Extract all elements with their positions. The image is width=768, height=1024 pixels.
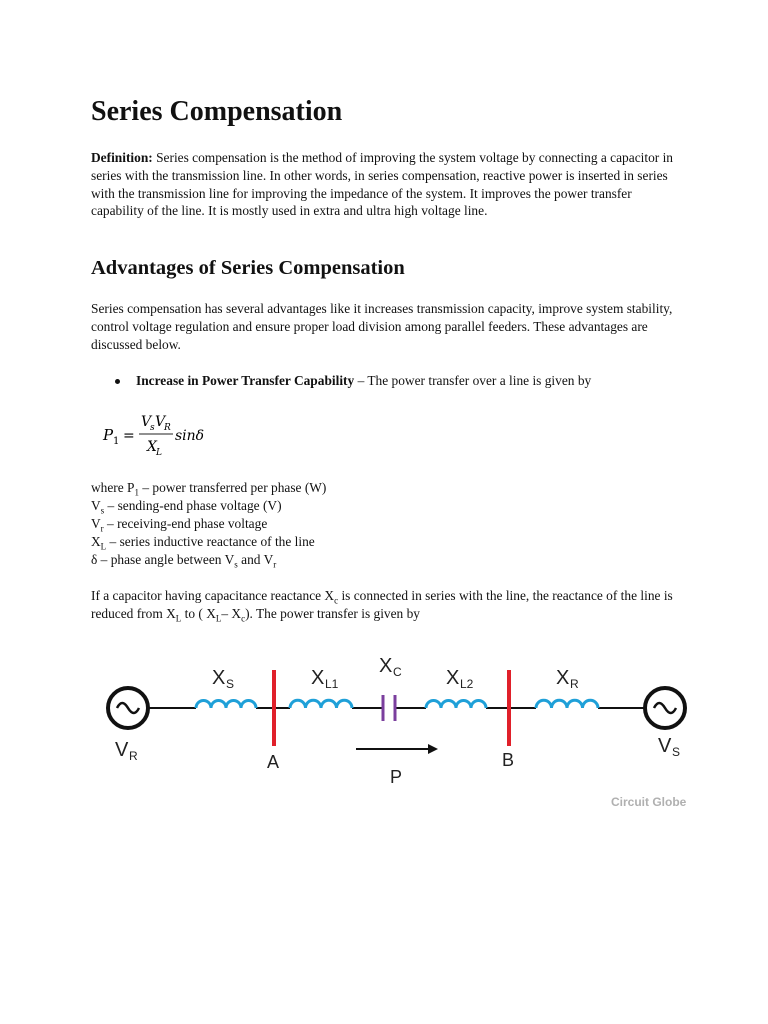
eq-num-b-sub: R <box>164 423 171 433</box>
label-vr: V <box>115 739 129 761</box>
label-xl2-sub: L2 <box>460 677 474 691</box>
label-xs-sub: S <box>226 677 235 691</box>
label-xc-sub: C <box>393 665 402 679</box>
where-line-p1: where $P_1$ – power transferred per phase (W) <box>91 480 327 498</box>
label-bus-a: A <box>267 752 280 772</box>
label-xl1-sub: L1 <box>325 677 339 691</box>
watermark-text: Circuit Globe <box>611 795 687 809</box>
where-line-delta: δ – phase angle between $V_s$ and $V_r$ <box>91 552 277 570</box>
power-equation <box>101 410 241 460</box>
label-vs-sub: S <box>672 745 681 759</box>
label-xs: X <box>212 667 226 689</box>
eq-equals: = <box>123 428 135 444</box>
where-line-vr: $V_r$ – receiving-end phase voltage <box>91 516 268 534</box>
label-bus-b: B <box>502 750 515 770</box>
page-title: Series Compensation <box>91 96 343 127</box>
variable-definitions <box>91 479 326 569</box>
power-flow-arrow-icon <box>356 744 438 754</box>
label-vr-sub: R <box>129 749 138 763</box>
advantages-heading: Advantages of Series Compensation <box>91 257 405 279</box>
label-xr-sub: R <box>570 677 579 691</box>
eq-num-a: V <box>141 414 152 430</box>
where-line-xl: $X_L$ – series inductive reactance of the line <box>91 534 315 552</box>
where-line-vs: $V_s$ – sending-end phase voltage (V) <box>91 498 282 516</box>
eq-sin: sinδ <box>175 428 205 444</box>
eq-den-sub: L <box>156 448 162 458</box>
eq-den: X <box>147 439 157 455</box>
inductor-xs-icon <box>196 701 256 709</box>
bullet-item <box>136 372 696 390</box>
label-xl2: X <box>446 667 460 689</box>
capacitor-xc-icon <box>383 695 395 721</box>
bullet-text: – The power transfer over a line is given by <box>354 373 592 388</box>
label-xl1: X <box>311 667 325 689</box>
inductor-xl1-icon <box>290 700 352 708</box>
series-compensation-diagram <box>90 640 700 820</box>
eq-num-a-sub: s <box>150 423 155 433</box>
source-vr-icon <box>108 688 148 728</box>
eq-lhs-sub: 1 <box>113 436 120 447</box>
capacitor-paragraph: If a capacitor having capacitance reactance $X_c$ is connected in series with the line, the reactance of the line is reduced from $X_L$ to ( $X_L-$ $X_c$). The power transfer is given by <box>91 588 673 624</box>
bullet-bold: Increase in Power Transfer Capability <box>136 373 355 388</box>
definition-text: Series compensation is the method of improving the system voltage by connecting a capacitor in series with the transmission line. In other words, in series compensation, reactive power is inserted in series with the transmission line for improving the impedance of the system. It improves the power transfer capability of the line. It is mostly used in extra and ultra high voltage line. <box>91 150 673 219</box>
inductor-xl2-icon <box>426 701 486 709</box>
definition-label: Definition: <box>91 150 153 165</box>
bullet-dot <box>115 379 120 384</box>
advantages-intro: Series compensation has several advantages like it increases transmission capacity, improve system stability, control voltage regulation and ensure proper load division among parallel feeders. These advantages are discussed below. <box>91 301 673 352</box>
eq-num-b: V <box>155 414 166 430</box>
eq-lhs: P <box>103 426 114 444</box>
label-vs: V <box>658 735 672 757</box>
inductor-xr-icon <box>536 700 598 708</box>
source-vs-icon <box>645 688 685 728</box>
label-xr: X <box>556 667 570 689</box>
label-power: P <box>390 767 403 787</box>
definition-paragraph <box>91 149 681 220</box>
label-xc: X <box>379 655 393 677</box>
